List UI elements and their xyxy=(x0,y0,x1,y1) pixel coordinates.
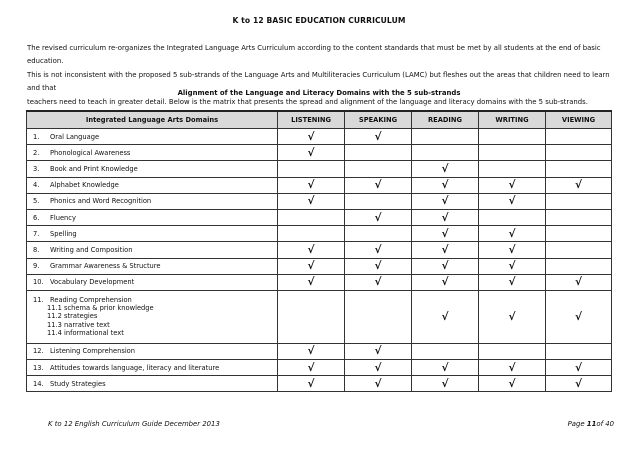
check-mark: √ xyxy=(307,179,315,192)
reading-cell xyxy=(412,274,479,290)
table-body xyxy=(27,129,612,392)
domain-label xyxy=(33,262,277,270)
subitem-label: informational text xyxy=(64,329,124,338)
domain-label xyxy=(33,246,277,254)
domain-cell xyxy=(27,129,278,145)
table-row xyxy=(27,290,612,343)
check-mark: √ xyxy=(441,377,449,390)
domain-number: 12. xyxy=(33,347,44,356)
domain-number: 1. xyxy=(33,132,40,141)
domain-name: Study Strategies xyxy=(50,379,106,388)
writing-cell xyxy=(479,242,546,258)
table-row xyxy=(27,376,612,392)
listening-cell xyxy=(278,274,345,290)
viewing-cell xyxy=(546,343,612,359)
speaking-cell xyxy=(345,290,412,343)
intro-line: The revised curriculum re-organizes the Integrated Language Arts Curriculum according to the content standards that must be met by all students at the end of basic education. xyxy=(27,44,601,66)
check-mark: √ xyxy=(374,179,382,192)
page-current: 11 xyxy=(586,420,597,428)
viewing-cell xyxy=(546,129,612,145)
check-mark: √ xyxy=(574,361,582,374)
writing-cell xyxy=(479,129,546,145)
speaking-cell xyxy=(345,242,412,258)
check-mark: √ xyxy=(374,130,382,143)
domain-cell xyxy=(27,242,278,258)
reading-cell xyxy=(412,242,479,258)
listening-cell xyxy=(278,177,345,193)
check-mark: √ xyxy=(307,146,315,159)
listening-cell xyxy=(278,290,345,343)
domain-cell xyxy=(27,145,278,161)
subitem-number: 11.2 xyxy=(47,312,62,321)
reading-cell xyxy=(412,376,479,392)
table-row xyxy=(27,242,612,258)
domain-number: 2. xyxy=(33,148,40,157)
domain-subitem xyxy=(33,329,277,338)
writing-cell xyxy=(479,258,546,274)
listening-cell xyxy=(278,360,345,376)
check-mark: √ xyxy=(441,361,449,374)
speaking-cell xyxy=(345,145,412,161)
writing-cell xyxy=(479,145,546,161)
domain-label xyxy=(33,278,277,286)
listening-cell xyxy=(278,161,345,177)
table-row xyxy=(27,177,612,193)
check-mark: √ xyxy=(374,276,382,289)
table-row xyxy=(27,258,612,274)
table-header-row xyxy=(27,111,612,129)
reading-cell xyxy=(412,258,479,274)
header-domains: Integrated Language Arts Domains xyxy=(27,111,278,129)
subitem-label: narrative text xyxy=(64,320,110,329)
domain-name: Spelling xyxy=(50,229,77,238)
check-mark: √ xyxy=(441,179,449,192)
check-mark: √ xyxy=(307,195,315,208)
check-mark: √ xyxy=(307,345,315,358)
domain-label xyxy=(33,230,277,238)
header-reading: READING xyxy=(412,111,479,129)
listening-cell xyxy=(278,343,345,359)
domain-number: 10. xyxy=(33,278,44,287)
writing-cell xyxy=(479,226,546,242)
viewing-cell xyxy=(546,290,612,343)
domain-number: 9. xyxy=(33,262,40,271)
domain-cell xyxy=(27,161,278,177)
check-mark: √ xyxy=(374,361,382,374)
domain-number: 3. xyxy=(33,164,40,173)
reading-cell xyxy=(412,360,479,376)
speaking-cell xyxy=(345,129,412,145)
writing-cell xyxy=(479,343,546,359)
table-row xyxy=(27,193,612,209)
table-row xyxy=(27,226,612,242)
viewing-cell xyxy=(546,209,612,225)
check-mark: √ xyxy=(441,243,449,256)
check-mark: √ xyxy=(508,310,516,323)
subitem-number: 11.3 xyxy=(47,320,62,329)
subitem-label: schema & prior knowledge xyxy=(64,303,154,312)
reading-cell xyxy=(412,209,479,225)
subitem-number: 11.4 xyxy=(47,329,62,338)
reading-cell xyxy=(412,129,479,145)
writing-cell xyxy=(479,209,546,225)
listening-cell xyxy=(278,145,345,161)
header-writing: WRITING xyxy=(479,111,546,129)
writing-cell xyxy=(479,360,546,376)
domain-name: Writing and Composition xyxy=(50,245,133,254)
speaking-cell xyxy=(345,343,412,359)
domain-number: 6. xyxy=(33,213,40,222)
domain-cell xyxy=(27,193,278,209)
domain-cell xyxy=(27,360,278,376)
check-mark: √ xyxy=(508,243,516,256)
domain-subitem xyxy=(33,304,277,313)
viewing-cell xyxy=(546,193,612,209)
check-mark: √ xyxy=(574,377,582,390)
listening-cell xyxy=(278,376,345,392)
domain-name: Reading Comprehension xyxy=(50,295,132,304)
check-mark: √ xyxy=(508,227,516,240)
check-mark: √ xyxy=(574,310,582,323)
check-mark: √ xyxy=(307,361,315,374)
domain-label xyxy=(33,181,277,189)
check-mark: √ xyxy=(374,377,382,390)
domain-cell xyxy=(27,258,278,274)
domain-name: Phonics and Word Recognition xyxy=(50,197,152,206)
domain-subitem xyxy=(33,321,277,330)
domain-number: 14. xyxy=(33,379,44,388)
reading-cell xyxy=(412,193,479,209)
header-viewing: VIEWING xyxy=(546,111,612,129)
writing-cell xyxy=(479,161,546,177)
viewing-cell xyxy=(546,177,612,193)
intro-paragraph xyxy=(27,42,617,109)
speaking-cell xyxy=(345,161,412,177)
table-row xyxy=(27,129,612,145)
domain-label xyxy=(33,133,277,141)
listening-cell xyxy=(278,193,345,209)
listening-cell xyxy=(278,242,345,258)
speaking-cell xyxy=(345,376,412,392)
check-mark: √ xyxy=(574,276,582,289)
viewing-cell xyxy=(546,376,612,392)
alignment-matrix-table xyxy=(26,110,612,392)
domain-number: 4. xyxy=(33,181,40,190)
table-row xyxy=(27,209,612,225)
check-mark: √ xyxy=(441,310,449,323)
table-title: Alignment of the Language and Literacy Domains with the 5 sub-strands xyxy=(177,89,461,97)
speaking-cell xyxy=(345,258,412,274)
domain-name: Grammar Awareness & Structure xyxy=(50,262,161,271)
table-row xyxy=(27,161,612,177)
viewing-cell xyxy=(546,360,612,376)
reading-cell xyxy=(412,161,479,177)
check-mark: √ xyxy=(441,195,449,208)
check-mark: √ xyxy=(508,377,516,390)
domain-cell xyxy=(27,290,278,343)
viewing-cell xyxy=(546,274,612,290)
writing-cell xyxy=(479,376,546,392)
intro-line: This is not inconsistent with the proposed 5 sub-strands of the Language Arts and Multiliteracies Curriculum (LAMC) but fleshes out the areas that children need to learn and that xyxy=(27,70,610,93)
check-mark: √ xyxy=(508,195,516,208)
domain-label xyxy=(33,296,277,304)
table-row xyxy=(27,360,612,376)
domain-number: 8. xyxy=(33,245,40,254)
domain-subitem xyxy=(33,312,277,321)
domain-label xyxy=(33,149,277,157)
check-mark: √ xyxy=(441,211,449,224)
domain-label xyxy=(33,197,277,205)
check-mark: √ xyxy=(374,211,382,224)
viewing-cell xyxy=(546,242,612,258)
domain-cell xyxy=(27,209,278,225)
check-mark: √ xyxy=(574,179,582,192)
reading-cell xyxy=(412,290,479,343)
domain-number: 7. xyxy=(33,229,40,238)
header-listening: LISTENING xyxy=(278,111,345,129)
domain-name: Fluency xyxy=(50,213,76,222)
document-title: K to 12 BASIC EDUCATION CURRICULUM xyxy=(232,16,406,25)
writing-cell xyxy=(479,193,546,209)
reading-cell xyxy=(412,226,479,242)
speaking-cell xyxy=(345,193,412,209)
check-mark: √ xyxy=(508,260,516,273)
viewing-cell xyxy=(546,258,612,274)
domain-label xyxy=(33,214,277,222)
speaking-cell xyxy=(345,274,412,290)
domain-label xyxy=(33,380,277,388)
domain-number: 11. xyxy=(33,295,44,304)
table-row xyxy=(27,343,612,359)
check-mark: √ xyxy=(441,227,449,240)
subitem-number: 11.1 xyxy=(47,303,62,312)
page-suffix: of 40 xyxy=(596,420,614,428)
table-row xyxy=(27,145,612,161)
domain-cell xyxy=(27,274,278,290)
check-mark: √ xyxy=(441,260,449,273)
intro-line: teachers need to teach in greater detail. Below is the matrix that presents the spread and alignment of the language and literacy domains with the 5 sub-strands. xyxy=(27,97,588,106)
domain-name: Alphabet Knowledge xyxy=(50,181,119,190)
reading-cell xyxy=(412,177,479,193)
subitem-label: strategies xyxy=(64,312,98,321)
domain-cell xyxy=(27,343,278,359)
domain-name: Attitudes towards language, literacy and literature xyxy=(50,363,220,372)
reading-cell xyxy=(412,343,479,359)
domain-cell xyxy=(27,226,278,242)
domain-name: Phonological Awareness xyxy=(50,148,131,157)
writing-cell xyxy=(479,290,546,343)
speaking-cell xyxy=(345,360,412,376)
check-mark: √ xyxy=(508,179,516,192)
reading-cell xyxy=(412,145,479,161)
domain-name: Vocabulary Development xyxy=(50,278,135,287)
domain-name: Book and Print Knowledge xyxy=(50,164,138,173)
viewing-cell xyxy=(546,226,612,242)
domain-cell xyxy=(27,177,278,193)
domain-name: Listening Comprehension xyxy=(50,347,136,356)
check-mark: √ xyxy=(441,162,449,175)
header-speaking: SPEAKING xyxy=(345,111,412,129)
writing-cell xyxy=(479,274,546,290)
speaking-cell xyxy=(345,209,412,225)
domain-cell xyxy=(27,376,278,392)
listening-cell xyxy=(278,129,345,145)
listening-cell xyxy=(278,226,345,242)
footer-page-number xyxy=(568,420,614,428)
check-mark: √ xyxy=(374,345,382,358)
listening-cell xyxy=(278,209,345,225)
check-mark: √ xyxy=(307,377,315,390)
domain-label xyxy=(33,364,277,372)
footer-guide-title: K to 12 English Curriculum Guide December 2013 xyxy=(48,420,220,428)
page-prefix: Page xyxy=(567,420,587,428)
domain-name: Oral Language xyxy=(50,132,100,141)
check-mark: √ xyxy=(307,243,315,256)
domain-number: 5. xyxy=(33,197,40,206)
listening-cell xyxy=(278,258,345,274)
check-mark: √ xyxy=(374,260,382,273)
viewing-cell xyxy=(546,145,612,161)
writing-cell xyxy=(479,177,546,193)
check-mark: √ xyxy=(441,276,449,289)
table-row xyxy=(27,274,612,290)
viewing-cell xyxy=(546,161,612,177)
check-mark: √ xyxy=(307,260,315,273)
check-mark: √ xyxy=(307,276,315,289)
domain-label xyxy=(33,347,277,355)
domain-label xyxy=(33,165,277,173)
check-mark: √ xyxy=(374,243,382,256)
speaking-cell xyxy=(345,226,412,242)
check-mark: √ xyxy=(508,361,516,374)
check-mark: √ xyxy=(508,276,516,289)
check-mark: √ xyxy=(307,130,315,143)
domain-number: 13. xyxy=(33,363,44,372)
speaking-cell xyxy=(345,177,412,193)
